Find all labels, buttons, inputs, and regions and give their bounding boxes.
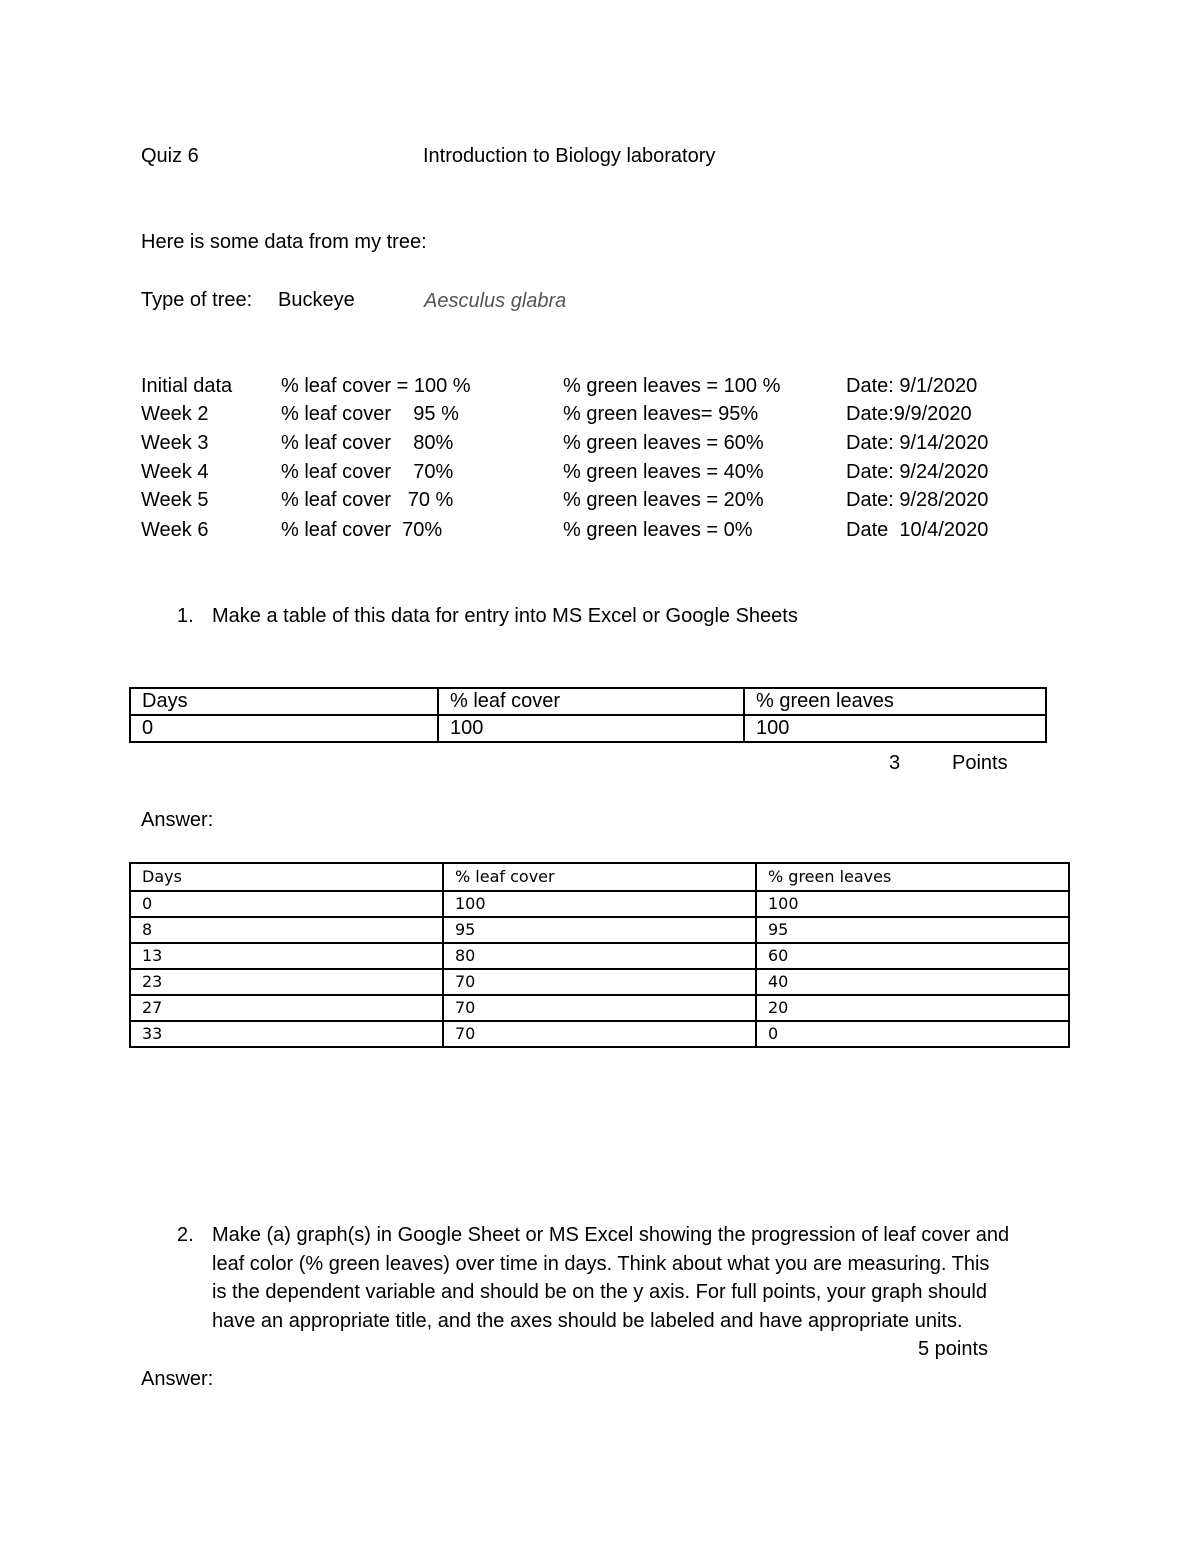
table-row xyxy=(130,969,1069,995)
data-row-date: Date:9/9/2020 xyxy=(846,403,972,425)
table-row xyxy=(130,715,1046,742)
table-cell: 95 xyxy=(443,917,756,943)
table-row xyxy=(130,995,1069,1021)
data-row-green: % green leaves = 20% xyxy=(563,489,764,511)
data-row-label: Week 3 xyxy=(141,432,209,454)
table-cell: 70 xyxy=(443,1021,756,1047)
data-row-date: Date 10/4/2020 xyxy=(846,519,989,541)
data-row-date: Date: 9/28/2020 xyxy=(846,489,989,511)
data-row-label: Week 2 xyxy=(141,403,209,425)
table-cell: 70 xyxy=(443,969,756,995)
table-cell: 70 xyxy=(443,995,756,1021)
data-row-green: % green leaves = 40% xyxy=(563,461,764,483)
table-header-cell: % green leaves xyxy=(744,688,1046,715)
data-row-leaf: % leaf cover 70% xyxy=(281,519,443,541)
table-cell: 60 xyxy=(756,943,1069,969)
q1-points-value: 3 xyxy=(889,752,901,774)
table-cell: 100 xyxy=(756,891,1069,917)
tree-scientific-name: Aesculus glabra xyxy=(424,290,567,312)
table-row xyxy=(130,891,1069,917)
data-row-leaf: % leaf cover 70% xyxy=(281,461,454,483)
q2-line: is the dependent variable and should be on the y axis. For full points, your graph should xyxy=(212,1281,987,1303)
table-cell: 27 xyxy=(130,995,443,1021)
table-row xyxy=(130,917,1069,943)
data-row-green: % green leaves = 0% xyxy=(563,519,753,541)
data-row-label: Week 5 xyxy=(141,489,209,511)
table-row xyxy=(130,1021,1069,1047)
q2-answer-label: Answer: xyxy=(141,1368,214,1390)
table-header-row xyxy=(130,863,1069,891)
q2-line: leaf color (% green leaves) over time in days. Think about what you are measuring. This xyxy=(212,1253,990,1275)
data-row-green: % green leaves = 100 % xyxy=(563,375,781,397)
q2-line: Make (a) graph(s) in Google Sheet or MS Excel showing the progression of leaf cover and xyxy=(212,1224,1010,1246)
table-cell: 20 xyxy=(756,995,1069,1021)
q1-answer-label: Answer: xyxy=(141,809,214,831)
q2-number: 2. xyxy=(177,1224,194,1246)
table-cell: 0 xyxy=(130,715,438,742)
q1-number: 1. xyxy=(177,605,194,627)
data-row-leaf: % leaf cover = 100 % xyxy=(281,375,471,397)
data-row-date: Date: 9/24/2020 xyxy=(846,461,989,483)
table-cell: 95 xyxy=(756,917,1069,943)
data-row-green: % green leaves = 60% xyxy=(563,432,764,454)
q2-points: 5 points xyxy=(918,1338,989,1360)
table-cell: 8 xyxy=(130,917,443,943)
intro-text: Here is some data from my tree: xyxy=(141,231,427,253)
course-title: Introduction to Biology laboratory xyxy=(423,145,716,167)
table-cell: 40 xyxy=(756,969,1069,995)
data-row-date: Date: 9/1/2020 xyxy=(846,375,978,397)
quiz-title: Quiz 6 xyxy=(141,145,199,167)
table-cell: 33 xyxy=(130,1021,443,1047)
data-row-label: Week 4 xyxy=(141,461,209,483)
table-header-cell: % green leaves xyxy=(756,863,1069,891)
table-header-cell: Days xyxy=(130,863,443,891)
q2-line: have an appropriate title, and the axes should be labeled and have appropriate units. xyxy=(212,1310,963,1332)
data-row-leaf: % leaf cover 80% xyxy=(281,432,454,454)
data-row-green: % green leaves= 95% xyxy=(563,403,759,425)
data-row-leaf: % leaf cover 95 % xyxy=(281,403,459,425)
table-row xyxy=(130,943,1069,969)
table-header-cell: % leaf cover xyxy=(443,863,756,891)
table-cell: 13 xyxy=(130,943,443,969)
data-row-label: Initial data xyxy=(141,375,233,397)
q1-text: Make a table of this data for entry into MS Excel or Google Sheets xyxy=(212,605,798,627)
tree-common-name: Buckeye xyxy=(278,289,355,311)
table-cell: 100 xyxy=(443,891,756,917)
q1-points-label: Points xyxy=(952,752,1008,774)
table-header-cell: % leaf cover xyxy=(438,688,744,715)
data-row-leaf: % leaf cover 70 % xyxy=(281,489,454,511)
example-table xyxy=(129,687,1047,743)
table-cell: 0 xyxy=(756,1021,1069,1047)
tree-type-label: Type of tree: xyxy=(141,289,253,311)
table-header-row xyxy=(130,688,1046,715)
table-cell: 100 xyxy=(438,715,744,742)
data-row-date: Date: 9/14/2020 xyxy=(846,432,989,454)
table-cell: 80 xyxy=(443,943,756,969)
data-row-label: Week 6 xyxy=(141,519,209,541)
table-header-cell: Days xyxy=(130,688,438,715)
table-cell: 0 xyxy=(130,891,443,917)
table-cell: 100 xyxy=(744,715,1046,742)
answer-table xyxy=(129,862,1070,1048)
table-cell: 23 xyxy=(130,969,443,995)
